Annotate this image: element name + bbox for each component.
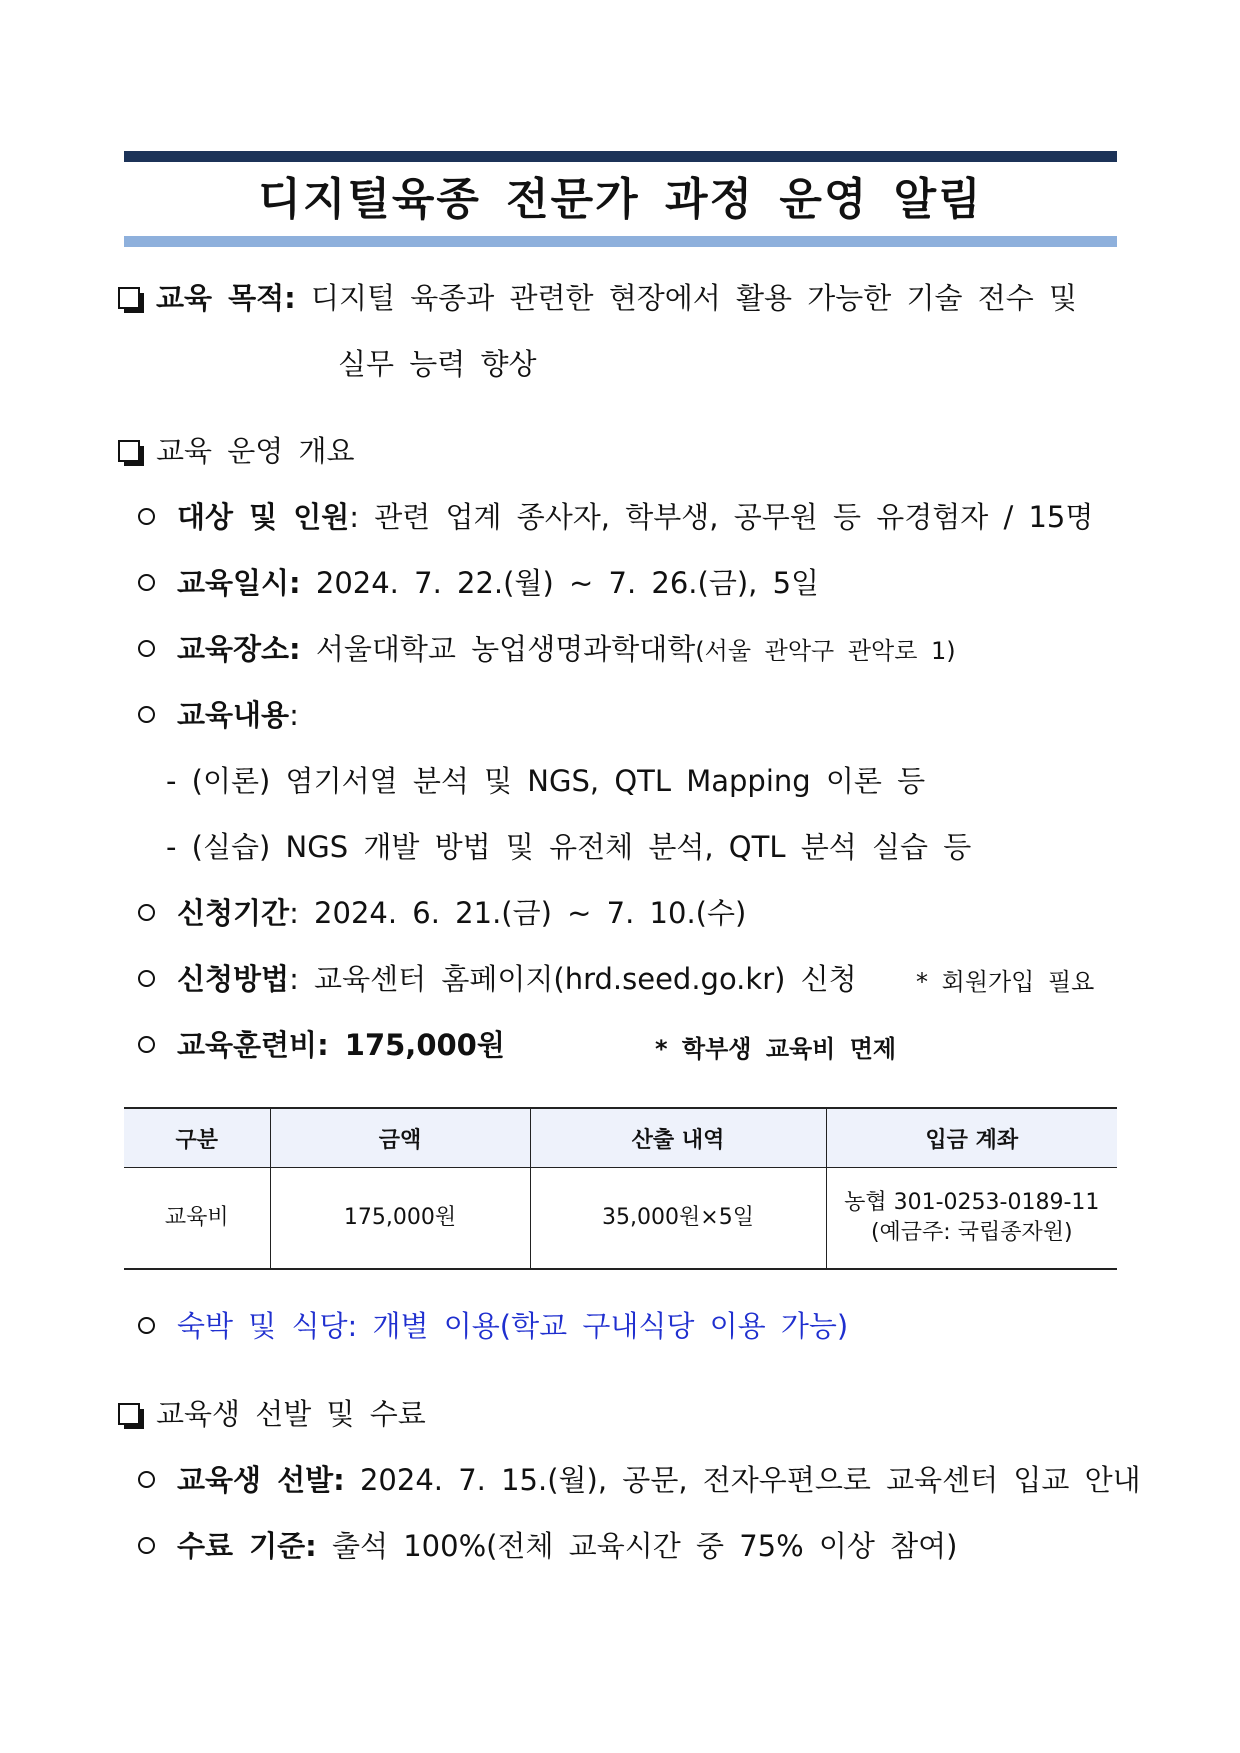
content-line xyxy=(138,695,299,735)
content-item-practice: - (실습) NGS 개발 방법 및 유전체 분석, QTL 분석 실습 등 xyxy=(166,830,972,864)
hollow-circle-icon xyxy=(138,904,155,921)
apply-method-label: 신청방법 xyxy=(177,962,290,996)
hollow-circle-icon xyxy=(138,1537,155,1554)
purpose-line-2: 실무 능력 향상 xyxy=(338,347,537,381)
hollow-circle-icon xyxy=(138,574,155,591)
target-line xyxy=(138,497,1093,537)
date-label: 교육일시: xyxy=(177,566,301,600)
fee-table xyxy=(124,1107,1117,1270)
fee-label: 교육훈련비: 175,000원 xyxy=(177,1028,505,1062)
fee-note: * 학부생 교육비 면제 xyxy=(655,1035,897,1063)
apply-period-line xyxy=(138,893,746,933)
table-header: 산출 내역 xyxy=(530,1108,826,1168)
completion-line xyxy=(138,1526,957,1566)
apply-method-note: * 회원가입 필요 xyxy=(916,968,1095,996)
table-row xyxy=(124,1168,1117,1270)
checkbox-square-icon xyxy=(118,287,140,309)
content-label: 교육내용 xyxy=(177,698,290,732)
place-line xyxy=(138,629,956,671)
target-text: : 관련 업계 종사자, 학부생, 공무원 등 유경험자 / 15명 xyxy=(349,500,1094,534)
table-header-row xyxy=(124,1108,1117,1168)
hollow-circle-icon xyxy=(138,1317,155,1334)
table-cell-account xyxy=(826,1168,1117,1270)
content-item-theory: - (이론) 염기서열 분석 및 NGS, QTL Mapping 이론 등 xyxy=(166,764,926,798)
lodging-text: 개별 이용(학교 구내식당 이용 가능) xyxy=(372,1309,849,1343)
lodging-label: 숙박 및 식당: xyxy=(177,1309,358,1343)
checkbox-square-icon xyxy=(118,440,140,462)
apply-period-text: : 2024. 6. 21.(금) ~ 7. 10.(수) xyxy=(289,896,747,930)
lodging-line xyxy=(138,1306,848,1346)
overview-heading-text: 교육 운영 개요 xyxy=(156,434,355,468)
hollow-circle-icon xyxy=(138,508,155,525)
content-colon: : xyxy=(289,698,299,732)
place-text: 서울대학교 농업생명과학대학 xyxy=(315,632,696,666)
selection-heading-text: 교육생 선발 및 수료 xyxy=(156,1397,426,1431)
hollow-circle-icon xyxy=(138,1471,155,1488)
hollow-circle-icon xyxy=(138,970,155,987)
table-header: 입금 계좌 xyxy=(826,1108,1117,1168)
fee-line xyxy=(138,1025,505,1065)
completion-label: 수료 기준: xyxy=(177,1529,317,1563)
hollow-circle-icon xyxy=(138,1036,155,1053)
selection-heading xyxy=(118,1394,426,1434)
selection-line xyxy=(138,1460,1141,1500)
purpose-label: 교육 목적: xyxy=(156,281,296,315)
table-cell-amount: 175,000원 xyxy=(270,1168,530,1270)
title-bottom-rule xyxy=(124,236,1117,247)
table-cell-calc: 35,000원×5일 xyxy=(530,1168,826,1270)
apply-period-label: 신청기간 xyxy=(177,896,290,930)
date-text: 2024. 7. 22.(월) ~ 7. 26.(금), 5일 xyxy=(315,566,820,600)
selection-label: 교육생 선발: xyxy=(177,1463,345,1497)
table-cell-category: 교육비 xyxy=(124,1168,270,1270)
account-holder: (예금주: 국립종자원) xyxy=(870,1220,1073,1245)
target-label: 대상 및 인원 xyxy=(177,500,350,534)
selection-text: 2024. 7. 15.(월), 공문, 전자우편으로 교육센터 입교 안내 xyxy=(359,1463,1141,1497)
completion-text: 출석 100%(전체 교육시간 중 75% 이상 참여) xyxy=(331,1529,958,1563)
apply-method-line xyxy=(138,959,857,999)
place-note: (서울 관악구 관악로 1) xyxy=(695,637,956,665)
apply-method-text: : 교육센터 홈페이지(hrd.seed.go.kr) 신청 xyxy=(289,962,857,996)
table-header: 구분 xyxy=(124,1108,270,1168)
hollow-circle-icon xyxy=(138,640,155,657)
account-number: 농협 301-0253-0189-11 xyxy=(844,1190,1100,1215)
page-title: 디지털육종 전문가 과정 운영 알림 xyxy=(258,174,983,225)
overview-heading xyxy=(118,431,355,471)
table-header: 금액 xyxy=(270,1108,530,1168)
purpose-text: 디지털 육종과 관련한 현장에서 활용 가능한 기술 전수 및 xyxy=(310,281,1078,315)
title-top-rule xyxy=(124,151,1117,162)
checkbox-square-icon xyxy=(118,1403,140,1425)
purpose-line xyxy=(118,278,1077,318)
place-label: 교육장소: xyxy=(177,632,301,666)
hollow-circle-icon xyxy=(138,706,155,723)
date-line xyxy=(138,563,819,603)
